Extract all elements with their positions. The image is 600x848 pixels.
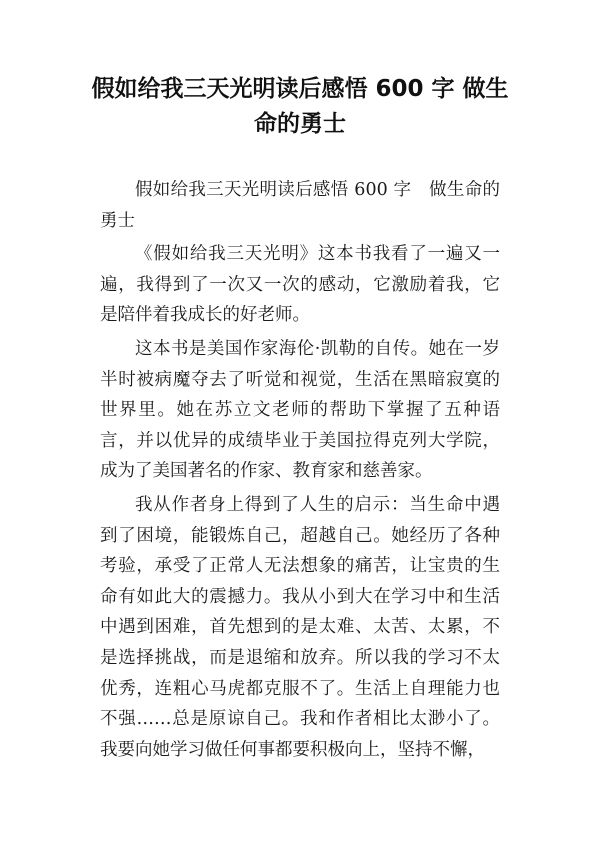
paragraph-reflection: 我从作者身上得到了人生的启示：当生命中遇到了困境，能锻炼自己，超越自己。她经历了各种考验，承受了正常人无法想象的痛苦，让宝贵的生命有如此大的震撼力。我从小到大在学习中和生活中遇到困难，首先想到的是太难、太苦、太累，不是选择挑战，而是退缩和放弃。所以我的学习不太优秀，连粗心马虎都克服不了。生活上自理能力也不强……总是原谅自己。我和作者相比太渺小了。我要向她学习做任何事都要积极向上，坚持不懈， [100,494,500,760]
document-title: 假如给我三天光明读后感悟 600 字 做生命的勇士 [91,76,509,137]
paragraph-subtitle: 假如给我三天光明读后感悟 600 字 做生命的勇士 [100,180,500,231]
document-body [100,175,500,768]
paragraph-author-bio: 这本书是美国作家海伦·凯勒的自传。她在一岁半时被病魔夺去了听觉和视觉，生活在黑暗寂寞的世界里。她在苏立文老师的帮助下掌握了五种语言，并以优异的成绩毕业于美国拉得克列大学院，成为了美国著名的作家、教育家和慈善家。 [100,338,500,482]
paragraph-intro: 《假如给我三天光明》这本书我看了一遍又一遍，我得到了一次又一次的感动，它激励着我，它是陪伴着我成长的好老师。 [100,244,500,326]
